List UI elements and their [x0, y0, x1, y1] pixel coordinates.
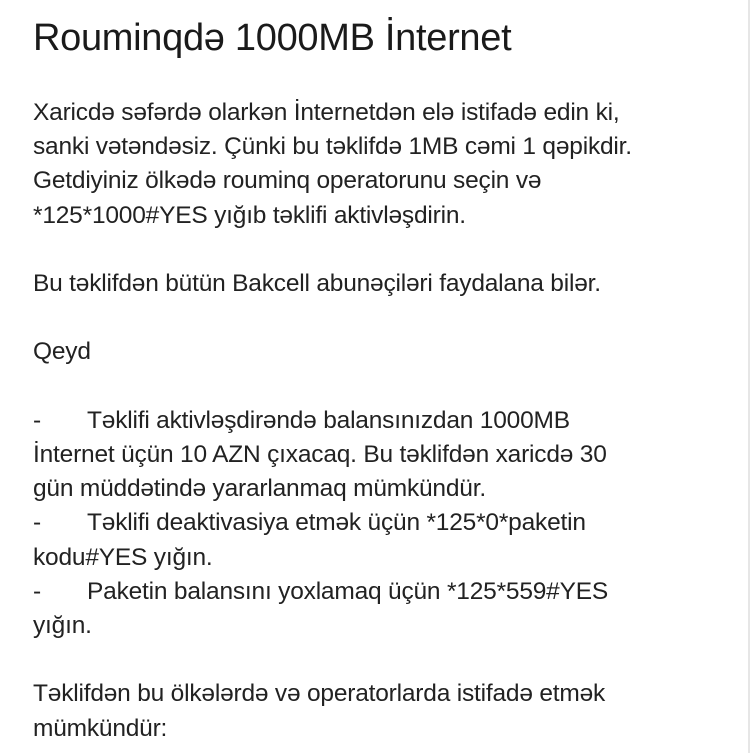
- document-page: [33, 14, 733, 746]
- list-item: [33, 404, 733, 507]
- intro-line: sanki vətəndəsiz. Çünki bu təklifdə 1MB cəmi 1 qəpikdir.: [33, 133, 632, 161]
- note-list: [33, 404, 733, 643]
- paragraph-gap: [33, 233, 733, 267]
- list-item-text: Təklifi deaktivasiya etmək üçün *125*0*paketin: [87, 509, 586, 537]
- list-item: [33, 506, 733, 574]
- outro-paragraph: [33, 677, 733, 745]
- outro-line: mümkündür:: [33, 714, 168, 742]
- document-body: [33, 96, 733, 746]
- outro-line: Təklifdən bu ölkələrdə və operatorlarda istifadə etmək: [33, 680, 606, 708]
- list-item-text: yığın.: [33, 612, 92, 639]
- intro-line: Xaricdə səfərdə olarkən İnternetdən elə istifadə edin ki,: [33, 99, 620, 126]
- paragraph-gap: [33, 643, 733, 677]
- list-item-text: İnternet üçün 10 AZN çıxacaq. Bu təklifdən xaricdə 30: [33, 440, 607, 468]
- list-dash: -: [33, 577, 41, 605]
- eligibility-paragraph: Bu təklifdən bütün Bakcell abunəçiləri faydalana bilər.: [33, 270, 601, 297]
- paragraph-gap: [33, 301, 733, 335]
- intro-line: Getdiyiniz ölkədə rouminq operatorunu seçin və: [33, 167, 542, 195]
- paragraph-gap: [33, 370, 733, 404]
- list-item-text: gün müddətində yararlanmaq mümkündür.: [33, 475, 486, 503]
- page-title: Rouminqdə 1000MB İnternet: [33, 17, 512, 59]
- list-dash: -: [33, 406, 41, 434]
- note-heading: Qeyd: [33, 338, 91, 366]
- list-item: [33, 575, 733, 643]
- list-item-text: Təklifi aktivləşdirəndə balansınızdan 1000MB: [87, 406, 570, 434]
- list-item-text: Paketin balansını yoxlamaq üçün *125*559#YES: [87, 577, 609, 605]
- list-dash: -: [33, 509, 41, 537]
- list-item-text: kodu#YES yığın.: [33, 543, 213, 571]
- intro-paragraph: [33, 96, 733, 233]
- intro-line: *125*1000#YES yığıb təklifi aktivləşdirin.: [33, 201, 466, 229]
